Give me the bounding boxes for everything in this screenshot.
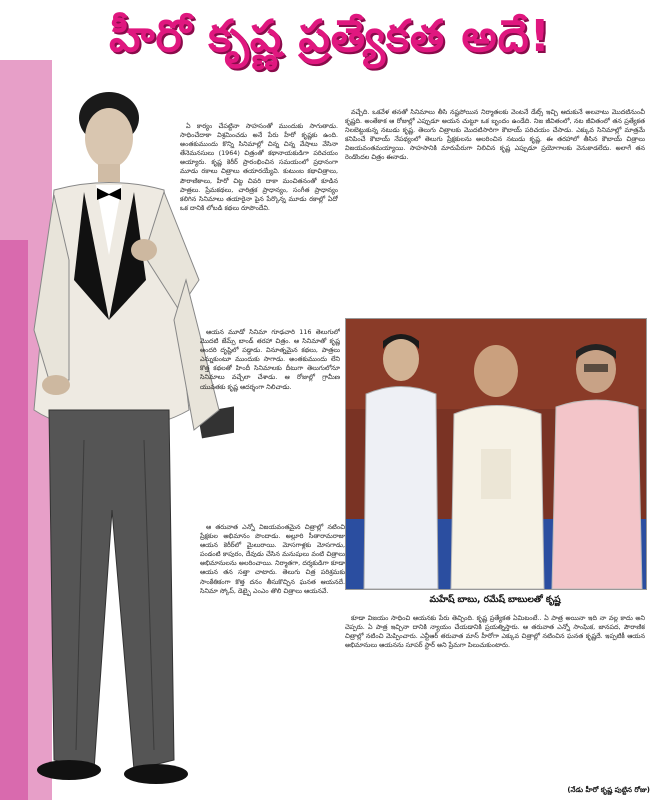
article-paragraph: ఆ తరువాత ఎన్నో విజయవంతమైన చిత్రాల్లో నటించి ప్రేక్షకుల అభిమానం పొందాడు. అల్లూరి సీతారామరాజు ఆయన కెరీర్‌లో మైలురాయి. మోసగాళ్లకు మోసగాడు, పండంటి కాపురం, దేవుడు చేసిన మనుషులు వంటి చిత్రాలు అభిమానులను అలరించాయి. నిర్మాతగా, దర్శకుడిగా కూడా ఆయన తన సత్తా చాటారు. తెలుగు చిత్ర పరిశ్రమకు సాంకేతికంగా కొత్త దనం తీసుకొచ్చిన ఘనత ఆయనదే. సినిమా స్కోప్, డెబ్బై ఎంఎం తొలి చిత్రాలు ఆయనవే. [200,523,345,595]
group-photo-image [345,318,647,590]
article-paragraph: కూడా విజయం సాధించి ఆయనకు పేరు తెచ్చింది. కృష్ణ ప్రత్యేకత ఏమిటంటే.. ఏ పాత్ర అయినా ఇది నా వల్ల కాదు అని చెప్పరు. ఏ పాత్ర ఇచ్చినా దానికి న్యాయం చేయడానికి ప్రయత్నిస్తారు. ఆ తరువాత ఎన్నో సాంఘిక, జానపద, పౌరాణిక చిత్రాల్లో నటించి మెప్పించారు. ఎన్టీఆర్ తరువాత మాస్ హీరోగా ఎక్కువ చిత్రాల్లో నటించిన ఘనత కృష్ణదే. ఇప్పటికీ ఆయన అభిమానులు ఆయనను సూపర్ స్టార్ అని ప్రేమగా పిలుచుకుంటారు. [345,614,645,650]
photo-caption: మహేష్ బాబు, రమేష్ బాబులతో కృష్ణ [429,595,561,605]
article-column-2 [345,108,645,314]
article-column-1 [180,122,338,328]
article-column-3 [200,328,340,523]
article-column-4 [200,523,345,793]
article-paragraph: వచ్చేది. ఒకవేళ తనతో సినిమాలు తీసి నష్టపోయిన నిర్మాతలకు వెంటనే డేట్స్ ఇచ్చి ఆదుకునే అలవాటు మొదటినుంచీ కృష్ణది. అంతేకాక ఆ రోజుల్లో ఎప్పుడూ అయన చుట్టూ ఒక బృందం ఉండేది. నిజ జీవితంలో, నట జీవితంలో తన ప్రత్యేకత నిలబెట్టుకున్న నటుడు కృష్ణ. తెలుగు చిత్రాలకు మొదటిసారిగా కౌబాయ్ పరిచయం చేసాడు. ఎక్కువ సినిమాల్లో మాత్రమే కనిపించే కౌబాయ్ నేపథ్యంలో తెలుగు ప్రేక్షకులను అలరించిన నటుడు కృష్ణ. ఈ తరహాలో తీసిన కౌబాయ్ చిత్రాలు విజయవంతమయ్యాయి. సాహసానికి మారుపేరుగా నిలిచిన కృష్ణ ఎప్పుడూ ప్రయోగాలకు వెనుకాడలేదు. అలాగే తన రెండొందల చిత్రం ఈనాడు. [345,108,645,162]
article-paragraph: ఏ కార్యం చేపట్టినా సాహసంతో ముందుకు సాగుతాడు. సాధించేదాకా విశ్రమించడు అనే పేరు హీరో కృష్ణకు ఉంది. అంతకుముందు కొన్ని సినిమాల్లో చిన్న చిన్న వేషాలు వేసినా తేనెమనసులు (1964) చిత్రంతో కథానాయకుడిగా పరిచయం అయ్యారు. కృష్ణ కెరీర్ ప్రారంభించిన సమయంలో ప్రధానంగా మూడు రకాలు చిత్రాలు తయారయ్యేవి. కుటుంబ కథాచిత్రాలు, పౌరాణికాలు, హీరో చిట్ట చివరి దాకా మంచితనంతో కూడిన పాత్రలు. ప్రేమకథలు, చారిత్రక ప్రాధాన్యం, సంగీత ప్రాధాన్యం కలిగిన సినిమాలు తయారైనా పైన పేర్కొన్న మూడు రకాల్లో ఏదో ఒక దానికి లోబడి కథలు రూపొందేవి. [180,122,338,212]
byline-credit: (నేడు హీరో కృష్ణ పుట్టిన రోజు) [567,786,650,794]
article-paragraph: ఆయన మూడో సినిమా గూఢచారి 116 తెలుగులో మొదటి జేమ్స్ బాండ్ తరహా చిత్రం. ఆ సినిమాతో కృష్ణ అందరి దృష్టిలో పడ్డాడు. వినూత్నమైన కథలు, పాత్రలు ఎన్నుకుంటూ ముందుకు సాగాడు. అంతకుముందు లేని కొత్త కథలతో హిందీ సినిమాలకు దీటుగా తెలుగులోనూ సినిమాలు వచ్చేలా చేశాడు. ఆ రోజుల్లో గ్రామీణ యువతకు కృష్ణ ఆదర్శంగా నిలిచాడు. [200,328,340,391]
headline: హీరో కృష్ణ ప్రత్యేకత అదే! [109,11,551,62]
article-column-5 [345,614,645,790]
